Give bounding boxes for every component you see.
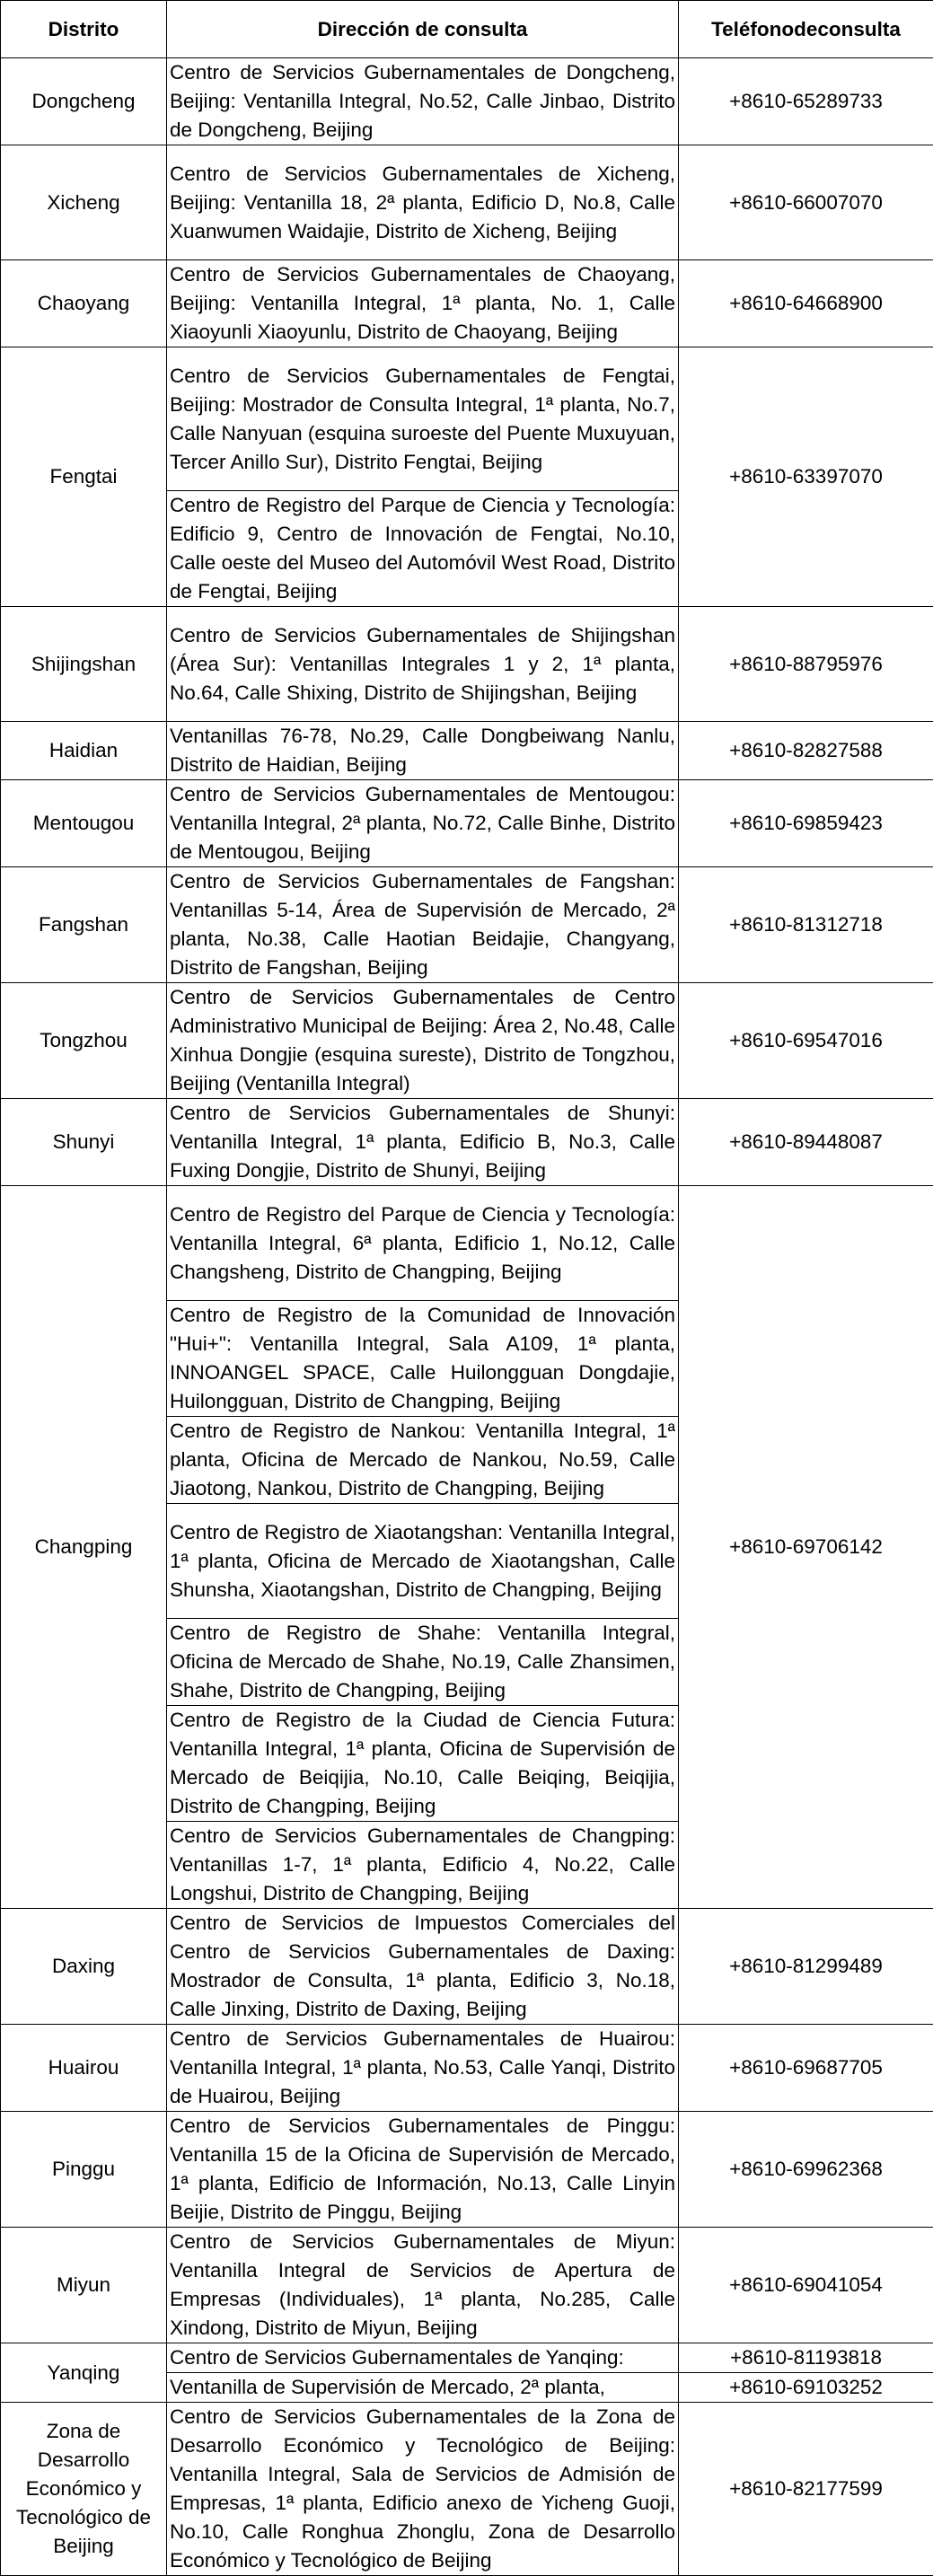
table-row <box>1 347 933 491</box>
table-row <box>1 145 933 260</box>
address-cell: Centro de Servicios Gubernamentales de Chaoyang, Beijing: Ventanilla Integral, 1ª planta, No. 1, Calle Xiaoyunli Xiaoyunlu, Distrito de Chaoyang, Beijing <box>167 260 679 347</box>
phone-cell: +8610-66007070 <box>679 145 933 260</box>
district-cell: Xicheng <box>1 145 167 260</box>
table-row <box>1 1909 933 2025</box>
phone-cell: +8610-81193818 <box>679 2343 933 2373</box>
address-cell: Centro de Registro del Parque de Ciencia y Tecnología: Ventanilla Integral, 6ª planta, Edificio 1, No.12, Calle Changsheng, Distrito de Changping, Beijing <box>167 1186 679 1301</box>
address-cell: Centro de Servicios Gubernamentales de Dongcheng, Beijing: Ventanilla Integral, No.52, Calle Jinbao, Distrito de Dongcheng, Beijing <box>167 58 679 145</box>
table-row <box>1 58 933 145</box>
phone-cell: +8610-82827588 <box>679 722 933 780</box>
phone-cell: +8610-69547016 <box>679 983 933 1099</box>
phone-cell: +8610-81312718 <box>679 867 933 983</box>
district-cell: Tongzhou <box>1 983 167 1099</box>
table-row <box>1 2343 933 2373</box>
district-cell: Daxing <box>1 1909 167 2025</box>
address-cell: Centro de Servicios de Impuestos Comerciales del Centro de Servicios Gubernamentales de Daxing: Mostrador de Consulta, 1ª planta, Edificio 3, No.18, Calle Jinxing, Distrito de Daxing, Beijing <box>167 1909 679 2025</box>
district-cell: Yanqing <box>1 2343 167 2403</box>
address-cell: Centro de Registro de Nankou: Ventanilla Integral, 1ª planta, Oficina de Mercado de Nankou, No.59, Calle Jiaotong, Nankou, Distrito de Changping, Beijing <box>167 1417 679 1504</box>
address-cell: Centro de Servicios Gubernamentales de Yanqing: <box>167 2343 679 2373</box>
phone-cell: +8610-69859423 <box>679 780 933 867</box>
header-row <box>1 1 933 58</box>
district-cell: Changping <box>1 1186 167 1909</box>
phone-cell: +8610-82177599 <box>679 2403 933 2576</box>
address-cell: Centro de Servicios Gubernamentales de Miyun: Ventanilla Integral de Servicios de Apertura de Empresas (Individuales), 1ª planta, No.285, Calle Xindong, Distrito de Miyun, Beijing <box>167 2228 679 2343</box>
district-cell: Mentougou <box>1 780 167 867</box>
phone-cell: +8610-69041054 <box>679 2228 933 2343</box>
address-cell: Centro de Servicios Gubernamentales de Fangshan: Ventanillas 5-14, Área de Supervisión de Mercado, 2ª planta, No.38, Calle Haotian Beidajie, Changyang, Distrito de Fangshan, Beijing <box>167 867 679 983</box>
district-cell: Chaoyang <box>1 260 167 347</box>
address-cell: Ventanillas 76-78, No.29, Calle Dongbeiwang Nanlu, Distrito de Haidian, Beijing <box>167 722 679 780</box>
district-cell: Fengtai <box>1 347 167 607</box>
address-cell: Centro de Registro de Xiaotangshan: Ventanilla Integral, 1ª planta, Oficina de Mercado de Xiaotangshan, Calle Shunsha, Xiaotangshan, Distrito de Changping, Beijing <box>167 1504 679 1619</box>
header-district: Distrito <box>1 1 167 58</box>
address-cell: Centro de Servicios Gubernamentales de Changping: Ventanillas 1-7, 1ª planta, Edificio 4, No.22, Calle Longshui, Distrito de Changping, Beijing <box>167 1822 679 1909</box>
phone-cell: +8610-65289733 <box>679 58 933 145</box>
phone-cell: +8610-81299489 <box>679 1909 933 2025</box>
table-row <box>1 2403 933 2576</box>
address-cell: Centro de Servicios Gubernamentales de la Zona de Desarrollo Económico y Tecnológico de Beijing: Ventanilla Integral, Sala de Servicios de Admisión de Empresas, 1ª planta, Edificio anexo de Yicheng Guoji, No.10, Calle Ronghua Zhonglu, Zona de Desarrollo Económico y Tecnológico de Beijing <box>167 2403 679 2576</box>
table-row <box>1 983 933 1099</box>
address-cell: Ventanilla de Supervisión de Mercado, 2ª planta, <box>167 2373 679 2403</box>
phone-cell: +8610-64668900 <box>679 260 933 347</box>
address-cell: Centro de Servicios Gubernamentales de Pinggu: Ventanilla 15 de la Oficina de Supervisión de Mercado, 1ª planta, Edificio de Información, No.13, Calle Linyin Beijie, Distrito de Pinggu, Beijing <box>167 2112 679 2228</box>
district-cell: Miyun <box>1 2228 167 2343</box>
table-row <box>1 780 933 867</box>
table-row <box>1 1186 933 1301</box>
district-cell: Pinggu <box>1 2112 167 2228</box>
district-cell: Shijingshan <box>1 607 167 722</box>
district-cell: Zona de Desarrollo Económico y Tecnológico de Beijing <box>1 2403 167 2576</box>
address-cell: Centro de Registro de la Ciudad de Ciencia Futura: Ventanilla Integral, 1ª planta, Oficina de Supervisión de Mercado de Beiqijia, No.10, Calle Beiqing, Beiqijia, Distrito de Changping, Beijing <box>167 1706 679 1822</box>
table-row <box>1 2228 933 2343</box>
phone-cell: +8610-69706142 <box>679 1186 933 1909</box>
address-cell: Centro de Registro del Parque de Ciencia y Tecnología: Edificio 9, Centro de Innovación de Fengtai, No.10, Calle oeste del Museo del Automóvil West Road, Distrito de Fengtai, Beijing <box>167 491 679 607</box>
header-phone: Teléfonodeconsulta <box>679 1 933 58</box>
district-cell: Huairou <box>1 2025 167 2112</box>
address-cell: Centro de Servicios Gubernamentales de Xicheng, Beijing: Ventanilla 18, 2ª planta, Edificio D, No.8, Calle Xuanwumen Waidajie, Distrito de Xicheng, Beijing <box>167 145 679 260</box>
table-row <box>1 722 933 780</box>
phone-cell: +8610-69103252 <box>679 2373 933 2403</box>
district-cell: Shunyi <box>1 1099 167 1186</box>
address-cell: Centro de Registro de la Comunidad de Innovación "Hui+": Ventanilla Integral, Sala A109, 1ª planta, INNOANGEL SPACE, Calle Huilongguan Dongdajie, Huilongguan, Distrito de Changping, Beijing <box>167 1301 679 1417</box>
phone-cell: +8610-69687705 <box>679 2025 933 2112</box>
table-row <box>1 867 933 983</box>
address-cell: Centro de Servicios Gubernamentales de Huairou: Ventanilla Integral, 1ª planta, No.53, Calle Yanqi, Distrito de Huairou, Beijing <box>167 2025 679 2112</box>
address-cell: Centro de Servicios Gubernamentales de Mentougou: Ventanilla Integral, 2ª planta, No.72, Calle Binhe, Distrito de Mentougou, Beijing <box>167 780 679 867</box>
phone-cell: +8610-63397070 <box>679 347 933 607</box>
table-row <box>1 260 933 347</box>
district-cell: Haidian <box>1 722 167 780</box>
header-address: Dirección de consulta <box>167 1 679 58</box>
table-row <box>1 2112 933 2228</box>
table-row <box>1 1099 933 1186</box>
table-row <box>1 607 933 722</box>
address-cell: Centro de Servicios Gubernamentales de Centro Administrativo Municipal de Beijing: Área 2, No.48, Calle Xinhua Dongjie (esquina sureste), Distrito de Tongzhou, Beijing (Ventanilla Integral) <box>167 983 679 1099</box>
phone-cell: +8610-69962368 <box>679 2112 933 2228</box>
phone-cell: +8610-88795976 <box>679 607 933 722</box>
address-cell: Centro de Servicios Gubernamentales de Shunyi: Ventanilla Integral, 1ª planta, Edificio B, No.3, Calle Fuxing Dongjie, Distrito de Shunyi, Beijing <box>167 1099 679 1186</box>
district-cell: Fangshan <box>1 867 167 983</box>
address-cell: Centro de Servicios Gubernamentales de Fengtai, Beijing: Mostrador de Consulta Integral, 1ª planta, No.7, Calle Nanyuan (esquina suroeste del Puente Muxuyuan, Tercer Anillo Sur), Distrito Fengtai, Beijing <box>167 347 679 491</box>
district-cell: Dongcheng <box>1 58 167 145</box>
address-cell: Centro de Registro de Shahe: Ventanilla Integral, Oficina de Mercado de Shahe, No.19, Calle Zhansimen, Shahe, Distrito de Changping, Beijing <box>167 1619 679 1706</box>
phone-cell: +8610-89448087 <box>679 1099 933 1186</box>
table-row <box>1 2025 933 2112</box>
address-cell: Centro de Servicios Gubernamentales de Shijingshan (Área Sur): Ventanillas Integrales 1 y 2, 1ª planta, No.64, Calle Shixing, Distrito de Shijingshan, Beijing <box>167 607 679 722</box>
